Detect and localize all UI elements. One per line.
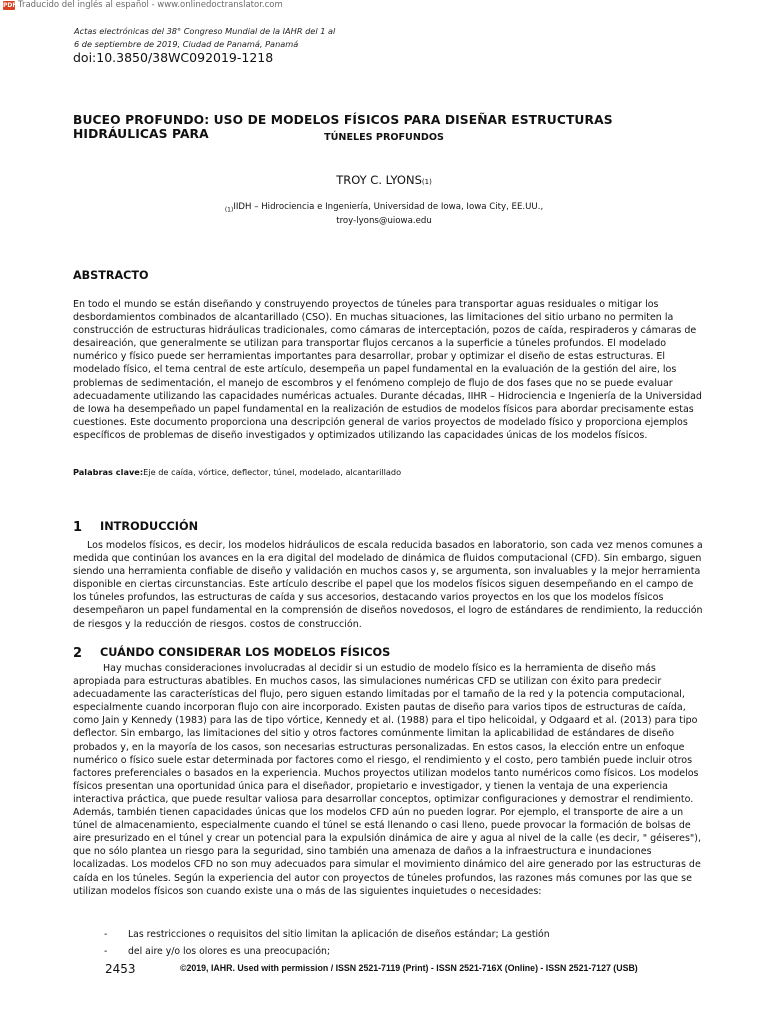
- bullet-text: Las restricciones o requisitos del sitio limitan la aplicación de diseños estándar; La gestión: [128, 929, 550, 940]
- section-text-body: Los modelos físicos, es decir, los modelos hidráulicos de escala reducida basados en laboratorio, son cada vez menos comunes a medida que continúan los avances en la era digital del modelado de dinámica de fluidos computacional (CFD). Sin embargo, siguen siendo una herramienta confiable de diseño y validación en muchos casos y, se argumenta, son invaluables y la mejor herramienta disponible en ciertas circunstancias. Este artículo describe el papel que los modelos físicos siguen desempeñando en el campo de los túneles profundos, las estructuras de caída y sus accesorios, destacando varios proyectos en los que los modelos físicos desempeñaron un papel fundamental en la comprensión de diseños novedosos, el logro de estándares de rendimiento, la reducción de riesgos y la reducción de riesgos. costos de construcción.: [73, 540, 703, 630]
- keywords-text: Eje de caída, vórtice, deflector, túnel, modelado, alcantarillado: [143, 467, 402, 477]
- paper-title: BUCEO PROFUNDO: USO DE MODELOS FÍSICOS PARA DISEÑAR ESTRUCTURAS HIDRÁULICAS PARA: [73, 113, 613, 141]
- doi: doi:10.3850/38WC092019-1218: [73, 50, 274, 65]
- abstract-heading: ABSTRACTO: [73, 269, 149, 282]
- bullet-dash-icon: -: [104, 929, 108, 940]
- author-email: troy-lyons@uiowa.edu: [336, 215, 432, 226]
- section-number: 2: [73, 646, 83, 661]
- section-title: INTRODUCCIÓN: [100, 520, 199, 533]
- proceedings-line: Actas electrónicas del 38° Congreso Mundial de la IAHR del 1 al: [74, 26, 336, 36]
- bullet-dash-icon: -: [104, 946, 108, 957]
- author-name: TROY C. LYONS: [336, 173, 422, 187]
- affiliation-mark: (1): [224, 206, 234, 214]
- section-number: 1: [73, 520, 83, 535]
- translator-banner-text[interactable]: Traducido del inglés al español - www.onlinedoctranslator.com: [18, 0, 283, 10]
- keywords-label: Palabras clave:: [73, 467, 144, 477]
- affiliation-text: IIDH – Hidrociencia e Ingeniería, Universidad de Iowa, Iowa City, EE.UU.,: [233, 202, 544, 212]
- translator-banner[interactable]: [3, 0, 283, 10]
- proceedings-info: [74, 25, 335, 51]
- copyright-footer: ©2019, IAHR. Used with permission / ISSN 2521-7119 (Print) - ISSN 2521-716X (Online) - ISSN 2521-7127 (USB): [180, 963, 638, 973]
- section-text: [73, 662, 705, 898]
- pdf-translate-icon: PDF: [3, 1, 17, 9]
- abstract-text: En todo el mundo se están diseñando y construyendo proyectos de túneles para transportar aguas residuales o mitigar los desbordamientos combinados de alcantarillado (CSO). En muchas situaciones, las limitaciones del sitio urbano no permiten la construcción de estructuras hidráulicas tradicionales, como cámaras de interceptación, pozos de caída, respiraderos y cámaras de desaireación, que generalmente se utilizan para transportar flujos cercanos a la superficie a túneles profundos. El modelado numérico y físico puede ser herramientas importantes para desarrollar, probar y optimizar el diseño de estas estructuras. El modelado físico, el tema central de este artículo, desempeña un papel fundamental en la evaluación de la gestión del aire, los problemas de sedimentación, el manejo de escombros y el fenómeno complejo de flujo de dos fases que no se puede evaluar adecuadamente utilizando las capacidades numéricas actuales. Durante décadas, IIHR – Hidrociencia e Ingeniería de la Universidad de Iowa ha desempeñado un papel fundamental en la realización de estudios de modelos físicos para abordar precisamente estas cuestiones. Este documento proporciona una descripción general de varios proyectos de modelado físico y proporciona ejemplos específicos de problemas de diseño investigados y optimizados utilizando las capacidades únicas de los modelos físicos.: [73, 299, 702, 441]
- bullet-item: [104, 929, 550, 940]
- proceedings-line: 6 de septiembre de 2019, Ciudad de Panamá, Panamá: [74, 39, 299, 49]
- section-title: CUÁNDO CONSIDERAR LOS MODELOS FÍSICOS: [100, 646, 391, 659]
- page-number: 2453: [105, 962, 136, 976]
- section-text-body: Hay muchas consideraciones involucradas al decidir si un estudio de modelo físico es la herramienta de diseño más apropiada para estructuras abatibles. En muchos casos, las simulaciones numéricas CFD se utilizan con éxito para predecir adecuadamente las características del flujo, pero siguen estando limitadas por el tamaño de la red y la potencia computacional, especialmente cuando incorporan flujo con aire incorporado. Existen pautas de diseño para varios tipos de estructuras de caída, como Jain y Kennedy (1983) para las de tipo vórtice, Kennedy et al. (1988) para el tipo helicoidal, y Odgaard et al. (2013) para tipo deflector. Sin embargo, las limitaciones del sitio y otros factores comúnmente limitan la aplicabilidad de estándares de diseño probados y, en la mayoría de los casos, son necesarias estructuras personalizadas. En estos casos, la elección entre un enfoque numérico o físico suele estar determinada por factores como el riesgo, el rendimiento y el costo, pero también puede incluir otros factores preferenciales o basados en la experiencia. Muchos proyectos utilizan modelos tanto numéricos como físicos. Los modelos físicos presentan una oportunidad única para el diseñador, propietario e investigador, y tienen la ventaja de una experiencia interactiva práctica, que puede resultar valiosa para desarrollar conceptos, optimizar configuraciones y demostrar el rendimiento. Además, también tienen capacidades únicas que los modelos CFD aún no pueden lograr. Por ejemplo, el transporte de aire a un túnel de almacenamiento, especialmente cuando el túnel se está llenando o casi lleno, puede provocar la formación de bolsas de aire presurizado en el túnel y crear un potencial para la expulsión dinámica de aire y agua al nivel de la calle (es decir, " géiseres"), que no sólo plantea un riesgo para la seguridad, sino también una amenaza de daños a la infraestructura e inundaciones localizadas. Los modelos CFD no son muy adecuados para simular el movimiento dinámico del aire generado por las estructuras de caída en los túneles. Según la experiencia del autor con proyectos de túneles profundos, las razones más comunes por las que se utilizan modelos físicos son cuando existe una o más de las siguientes inquietudes o necesidades:: [73, 663, 702, 897]
- affiliation: [0, 202, 768, 227]
- bullet-text: del aire y/o los olores es una preocupación;: [128, 946, 331, 957]
- paper-title-continued: TÚNELES PROFUNDOS: [324, 132, 444, 143]
- keywords: [73, 467, 401, 477]
- bullet-item: [104, 946, 330, 957]
- author-mark: (1): [421, 178, 432, 186]
- section-heading: [73, 646, 390, 661]
- section-heading: [73, 520, 198, 535]
- section-text: [73, 539, 705, 631]
- author: [0, 173, 768, 187]
